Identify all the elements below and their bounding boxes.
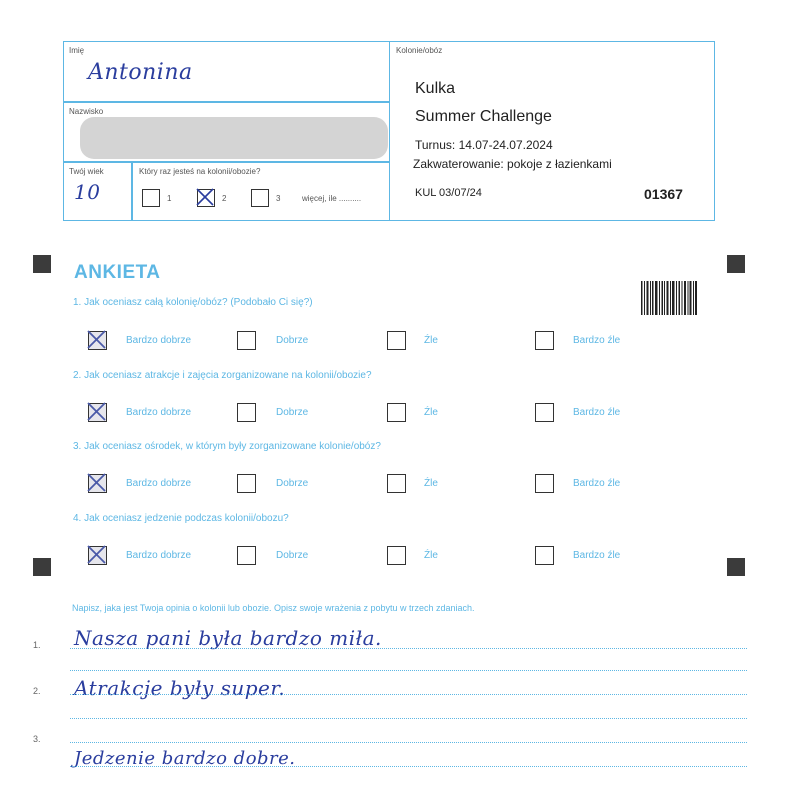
ktory-raz-option-3: 3 [276, 194, 281, 203]
survey-title: ANKIETA [74, 262, 161, 283]
opinion-prompt: Napisz, jaka jest Twoja opinia o kolonii lub obozie. Opisz swoje wrażenia z pobytu w trzech zdaniach. [72, 603, 475, 613]
line-number-2: 2. [33, 686, 41, 696]
checkmark-x-icon [87, 545, 106, 564]
camp-code: KUL 03/07/24 [415, 187, 482, 199]
ktory-raz-checkbox-2[interactable] [197, 189, 215, 207]
question-3: 3. Jak oceniasz ośrodek, w którym były zorganizowane kolonie/obóz? [73, 441, 381, 452]
q1-option-checkbox[interactable] [535, 331, 554, 350]
writing-line [70, 694, 747, 695]
q3-option-checkbox[interactable] [387, 474, 406, 493]
opinion-line-1[interactable]: Nasza pani była bardzo miła. [74, 626, 382, 650]
q3-option-checkbox[interactable] [535, 474, 554, 493]
imie-field[interactable]: Antonina [88, 60, 193, 85]
form-number: 01367 [644, 186, 683, 202]
question-2: 2. Jak oceniasz atrakcje i zajęcia zorganizowane na kolonii/obozie? [73, 370, 372, 381]
writing-line [70, 766, 747, 767]
registration-marker [727, 558, 745, 576]
checkmark-x-icon [87, 402, 106, 421]
q2-option-label: Bardzo dobrze [126, 407, 192, 418]
q2-option-label: Bardzo źle [573, 407, 621, 418]
q4-option-checkbox[interactable] [237, 546, 256, 565]
ktory-raz-checkbox-1[interactable] [142, 189, 160, 207]
camp-name-2: Summer Challenge [415, 108, 552, 125]
checkmark-x-icon [196, 188, 214, 206]
ktory-raz-option-1: 1 [167, 194, 172, 203]
divider [131, 161, 133, 221]
q4-option-checkbox[interactable] [535, 546, 554, 565]
q1-option-label: Bardzo dobrze [126, 335, 192, 346]
registration-marker [33, 255, 51, 273]
checkmark-x-icon [87, 473, 106, 492]
q2-option-checkbox[interactable] [88, 403, 107, 422]
q2-option-label: Dobrze [276, 407, 309, 418]
q3-option-label: Dobrze [276, 478, 309, 489]
nazwisko-label: Nazwisko [69, 107, 104, 116]
kolonie-label: Kolonie/obóz [396, 46, 443, 55]
q1-option-label: Dobrze [276, 335, 309, 346]
q3-option-checkbox[interactable] [237, 474, 256, 493]
turnus: Turnus: 14.07-24.07.2024 [415, 138, 553, 152]
q4-option-label: Bardzo dobrze [126, 550, 192, 561]
zakwaterowanie: Zakwaterowanie: pokoje z łazienkami [413, 157, 612, 171]
q1-option-label: Źle [424, 335, 438, 346]
opinion-line-3[interactable]: Jedzenie bardzo dobre. [74, 748, 296, 769]
q1-option-checkbox[interactable] [237, 331, 256, 350]
q1-option-label: Bardzo źle [573, 335, 621, 346]
q3-option-checkbox[interactable] [88, 474, 107, 493]
writing-line [70, 742, 747, 743]
q3-option-label: Źle [424, 478, 438, 489]
wiek-label: Twój wiek [69, 167, 104, 176]
q2-option-checkbox[interactable] [535, 403, 554, 422]
opinion-line-2[interactable]: Atrakcje były super. [74, 676, 286, 700]
line-number-3: 3. [33, 734, 41, 744]
q2-option-checkbox[interactable] [387, 403, 406, 422]
ktory-raz-label: Który raz jesteś na kolonii/obozie? [139, 167, 261, 176]
q3-option-label: Bardzo źle [573, 478, 621, 489]
q3-option-label: Bardzo dobrze [126, 478, 192, 489]
camp-name-1: Kulka [415, 80, 456, 97]
writing-line [70, 670, 747, 671]
question-1: 1. Jak oceniasz całą kolonię/obóz? (Podobało Ci się?) [73, 297, 313, 308]
checkmark-x-icon [87, 330, 106, 349]
q1-option-checkbox[interactable] [88, 331, 107, 350]
q4-option-checkbox[interactable] [387, 546, 406, 565]
nazwisko-field-redacted [80, 117, 388, 159]
q4-option-label: Źle [424, 550, 438, 561]
writing-line [70, 718, 747, 719]
ktory-raz-checkbox-3[interactable] [251, 189, 269, 207]
ktory-raz-option-2: 2 [222, 194, 227, 203]
q2-option-checkbox[interactable] [237, 403, 256, 422]
line-number-1: 1. [33, 640, 41, 650]
registration-marker [33, 558, 51, 576]
q4-option-label: Bardzo źle [573, 550, 621, 561]
barcode-icon [641, 281, 697, 315]
q2-option-label: Źle [424, 407, 438, 418]
wiek-field[interactable]: 10 [74, 180, 101, 204]
imie-label: Imię [69, 46, 85, 55]
divider [63, 101, 390, 103]
q1-option-checkbox[interactable] [387, 331, 406, 350]
divider [63, 161, 390, 163]
writing-line [70, 648, 747, 649]
q4-option-checkbox[interactable] [88, 546, 107, 565]
q4-option-label: Dobrze [276, 550, 309, 561]
question-4: 4. Jak oceniasz jedzenie podczas kolonii/obozu? [73, 513, 289, 524]
registration-marker [727, 255, 745, 273]
wiecej-label: więcej, ile .......... [302, 194, 362, 203]
